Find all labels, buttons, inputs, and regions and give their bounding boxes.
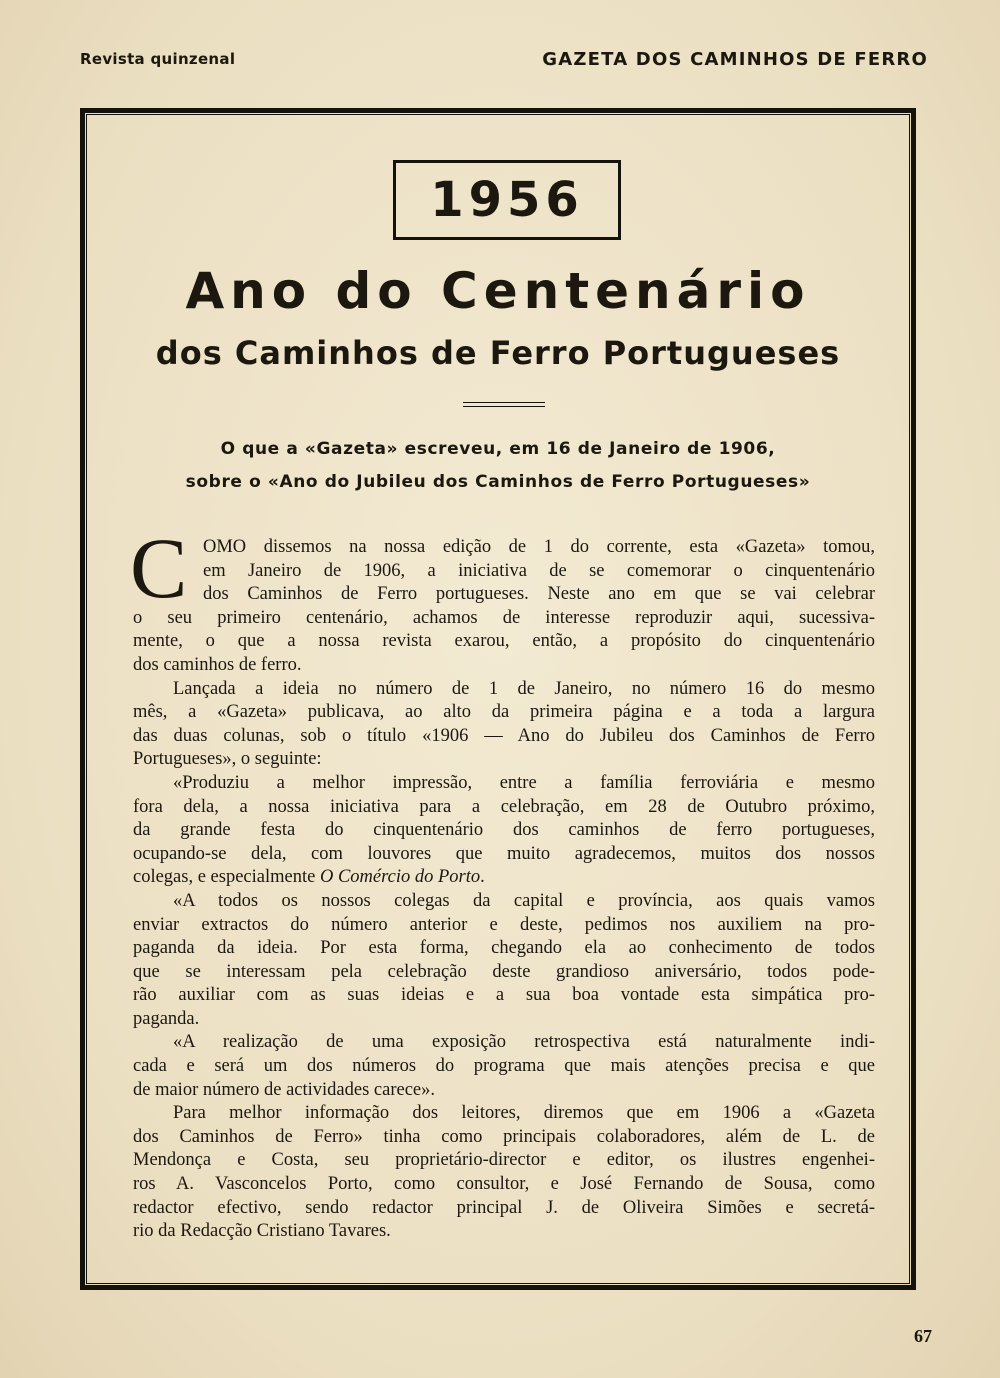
body-line: cada e será um dos números do programa que mais atenções precisa e que [133, 1056, 875, 1077]
body-line: rio da Redacção Cristiano Tavares. [133, 1221, 391, 1242]
header-right: GAZETA DOS CAMINHOS DE FERRO [542, 48, 928, 70]
body-line: Mendonça e Costa, seu proprietário-director e editor, os ilustres engenhei- [133, 1150, 875, 1171]
body-line: fora dela, a nossa iniciativa para a celebração, em 28 de Outubro próximo, [133, 796, 875, 817]
body-line: dos Caminhos de Ferro portugueses. Neste ano em que se vai celebrar [203, 584, 875, 605]
body-line: das duas colunas, sob o título «1906 — Ano do Jubileu dos Caminhos de Ferro [133, 725, 875, 746]
body-line: dos caminhos de ferro. [133, 654, 302, 675]
body-line: OMO dissemos na nossa edição de 1 do corrente, esta «Gazeta» tomou, [203, 537, 875, 557]
body-line: redactor efectivo, sendo redactor principal J. de Oliveira Simões e secretá- [133, 1197, 875, 1218]
intro-line-2: sobre o «Ano do Jubileu dos Caminhos de Ferro Portugueses» [185, 472, 811, 492]
body-line: paganda. [133, 1008, 200, 1029]
intro-line-1: O que a «Gazeta» escreveu, em 16 de Janeiro de 1906, [220, 439, 776, 459]
body-line: ros A. Vasconcelos Porto, como consultor, e José Fernando de Sousa, como [133, 1174, 875, 1195]
body-line-quote-end [133, 866, 875, 890]
drop-cap: C [130, 520, 188, 616]
year-box [393, 160, 621, 240]
article-body [133, 536, 875, 1244]
body-line: mente, o que a nossa revista exarou, então, a propósito do cinquentenário [133, 631, 875, 652]
title-rule [463, 402, 545, 407]
body-line: Lançada a ideia no número de 1 de Janeiro, no número 16 do mesmo [173, 678, 875, 699]
body-line: em Janeiro de 1906, a iniciativa de se comemorar o cinquentenário [203, 560, 875, 581]
newspaper-title: O Comércio do Porto [319, 867, 481, 888]
body-line: rão auxiliar com as suas ideias e a sua boa vontade esta simpática pro- [133, 985, 875, 1006]
body-line: da grande festa do cinquentenário dos caminhos de ferro portugueses, [133, 820, 875, 841]
page-number: 67 [914, 1326, 932, 1346]
body-line: o seu primeiro centenário, achamos de interesse reproduzir aqui, sucessiva- [133, 607, 875, 628]
body-line-text: colegas, e especialmente [133, 867, 320, 888]
header-left: Revista quinzenal [80, 50, 236, 68]
year-text: 1956 [430, 172, 584, 228]
body-line: de maior número de actividades carece». [133, 1079, 436, 1100]
running-header [80, 46, 928, 72]
body-line: enviar extractos do número anterior e deste, pedimos nos auxiliem na pro- [133, 914, 875, 935]
body-line: «A realização de uma exposição retrospectiva está naturalmente indi- [173, 1032, 875, 1053]
body-line-punct: . [480, 867, 485, 888]
article-subtitle: dos Caminhos de Ferro Portugueses [155, 334, 841, 372]
body-line: «Produziu a melhor impressão, entre a família ferroviária e mesmo [173, 772, 875, 793]
body-line: dos Caminhos de Ferro» tinha como principais colaboradores, além de L. de [133, 1126, 875, 1147]
body-line: mês, a «Gazeta» publicava, ao alto da primeira página e a toda a largura [133, 702, 875, 723]
body-line: «A todos os nossos colegas da capital e província, aos quais vamos [173, 890, 875, 911]
body-line: que se interessam pela celebração deste grandioso aniversário, todos pode- [133, 961, 875, 982]
body-line: ocupando-se dela, com louvores que muito agradecemos, muitos dos nossos [133, 843, 875, 864]
body-line: Portugueses», o seguinte: [133, 749, 322, 770]
body-line: Para melhor informação dos leitores, diremos que em 1906 a «Gazeta [173, 1103, 875, 1124]
body-line: paganda da ideia. Por esta forma, chegando ela ao conhecimento de todos [133, 938, 875, 959]
article-title: Ano do Centenário [185, 262, 811, 320]
